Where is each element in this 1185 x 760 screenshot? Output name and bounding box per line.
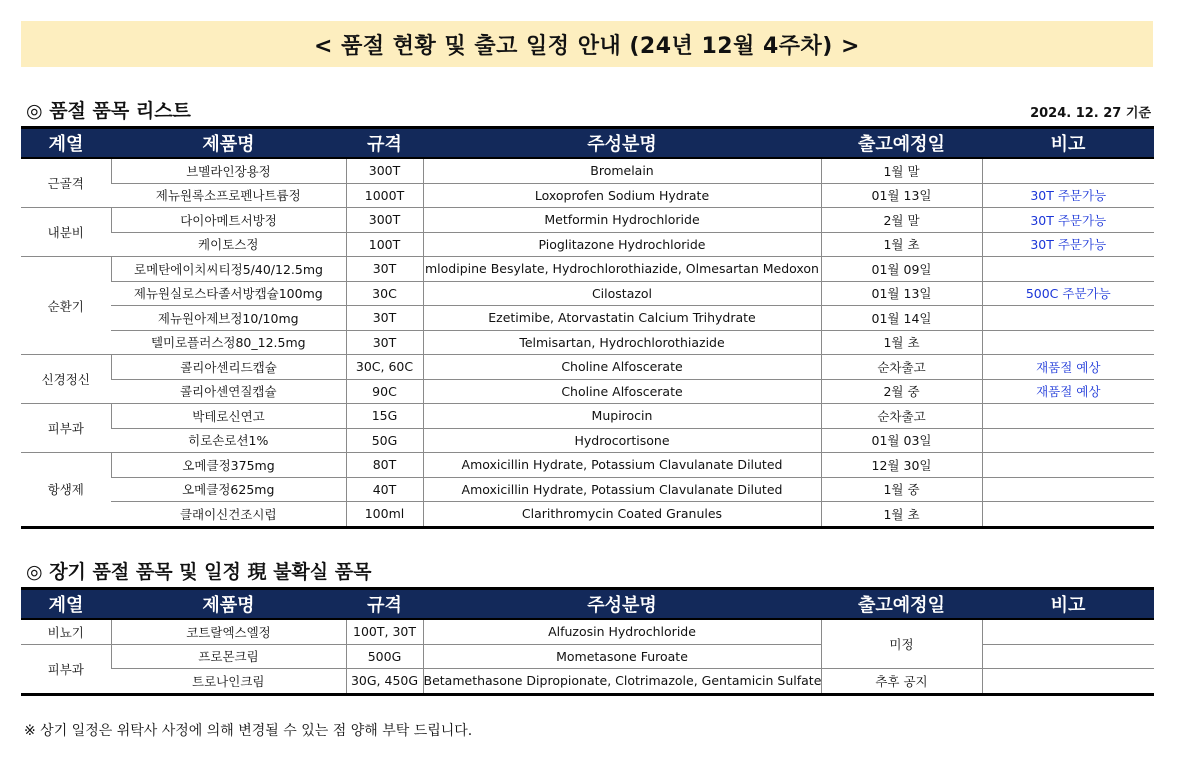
release-date-cell: 01월 03일 [821, 428, 982, 453]
product-name-cell: 텔미로플러스정80_12.5mg [111, 330, 346, 355]
release-date-cell: 추후 공지 [821, 669, 982, 695]
spec-cell: 90C [346, 379, 423, 404]
section2-heading: ◎ 장기 품절 품목 및 일정 現 불확실 품목 [26, 561, 372, 583]
col-header-date: 출고예정일 [821, 589, 982, 620]
note-cell [982, 158, 1154, 183]
ingredient-cell: Telmisartan, Hydrochlorothiazide [423, 330, 821, 355]
spec-cell: 30C [346, 281, 423, 306]
spec-cell: 15G [346, 404, 423, 429]
release-date-cell: 12월 30일 [821, 453, 982, 478]
table-row [21, 257, 1154, 282]
product-name-cell: 콜리아센연질캡슐 [111, 379, 346, 404]
product-name-cell: 제뉴원록소프로펜나트륨정 [111, 183, 346, 208]
category-cell: 신경정신 [21, 355, 111, 404]
footer-notice: ※ 상기 일정은 위탁사 사정에 의해 변경될 수 있는 점 양해 부탁 드립니다. [24, 723, 473, 739]
category-cell: 피부과 [21, 644, 111, 694]
spec-cell: 30T [346, 257, 423, 282]
table-row [21, 502, 1154, 528]
product-name-cell: 코트랄엑스엘정 [111, 619, 346, 644]
release-date-cell: 1월 초 [821, 330, 982, 355]
release-date-cell: 순차출고 [821, 404, 982, 429]
spec-cell: 100T, 30T [346, 619, 423, 644]
note-cell [982, 404, 1154, 429]
spec-cell: 100ml [346, 502, 423, 528]
release-date-cell: 1월 초 [821, 502, 982, 528]
col-header-category: 계열 [21, 589, 111, 620]
product-name-cell: 히로손로션1% [111, 428, 346, 453]
note-cell [982, 669, 1154, 695]
table-row [21, 330, 1154, 355]
long-term-stockout-table [21, 587, 1154, 696]
ingredient-cell: Metformin Hydrochloride [423, 208, 821, 233]
ingredient-cell: Mometasone Furoate [423, 644, 821, 669]
ingredient-cell: Alfuzosin Hydrochloride [423, 619, 821, 644]
col-header-spec: 규격 [346, 589, 423, 620]
product-name-cell: 로메탄에이치씨티정5/40/12.5mg [111, 257, 346, 282]
note-cell: 30T 주문가능 [982, 183, 1154, 208]
release-date-cell: 미정 [821, 619, 982, 669]
product-name-cell: 오메클정625mg [111, 477, 346, 502]
spec-cell: 1000T [346, 183, 423, 208]
table-row [21, 669, 1154, 695]
note-cell [982, 306, 1154, 331]
ingredient-cell: Choline Alfoscerate [423, 379, 821, 404]
product-name-cell: 케이토스정 [111, 232, 346, 257]
ingredient-cell: Mupirocin [423, 404, 821, 429]
table-row [21, 232, 1154, 257]
col-header-category: 계열 [21, 128, 111, 159]
product-name-cell: 제뉴원아제브정10/10mg [111, 306, 346, 331]
col-header-ingredient: 주성분명 [423, 589, 821, 620]
ingredient-cell: Ezetimibe, Atorvastatin Calcium Trihydrate [423, 306, 821, 331]
table-row [21, 281, 1154, 306]
col-header-note: 비고 [982, 128, 1154, 159]
spec-cell: 30G, 450G [346, 669, 423, 695]
table-row [21, 306, 1154, 331]
note-cell [982, 330, 1154, 355]
table-header-row [21, 128, 1154, 159]
spec-cell: 30T [346, 330, 423, 355]
table-row [21, 477, 1154, 502]
table-row [21, 453, 1154, 478]
product-name-cell: 다이아메트서방정 [111, 208, 346, 233]
ingredient-cell: Clarithromycin Coated Granules [423, 502, 821, 528]
note-cell [982, 453, 1154, 478]
note-cell [982, 619, 1154, 644]
spec-cell: 100T [346, 232, 423, 257]
table-row [21, 355, 1154, 380]
spec-cell: 300T [346, 158, 423, 183]
product-name-cell: 제뉴원실로스타졸서방캡슐100mg [111, 281, 346, 306]
note-cell [982, 477, 1154, 502]
category-cell: 근골격 [21, 158, 111, 208]
ingredient-cell: Cilostazol [423, 281, 821, 306]
spec-cell: 50G [346, 428, 423, 453]
category-cell: 비뇨기 [21, 619, 111, 644]
reference-date: 2024. 12. 27 기준 [1030, 106, 1151, 121]
ingredient-cell: Hydrocortisone [423, 428, 821, 453]
col-header-product: 제품명 [111, 128, 346, 159]
release-date-cell: 01월 09일 [821, 257, 982, 282]
table-row [21, 208, 1154, 233]
col-header-spec: 규격 [346, 128, 423, 159]
col-header-note: 비고 [982, 589, 1154, 620]
note-cell [982, 644, 1154, 669]
ingredient-cell: Betamethasone Dipropionate, Clotrimazole, Gentamicin Sulfate [423, 669, 821, 695]
section1-heading: ◎ 품절 품목 리스트 [26, 100, 191, 122]
category-cell: 항생제 [21, 453, 111, 528]
note-cell: 재품절 예상 [982, 379, 1154, 404]
product-name-cell: 오메클정375mg [111, 453, 346, 478]
release-date-cell: 01월 14일 [821, 306, 982, 331]
note-cell: 재품절 예상 [982, 355, 1154, 380]
category-cell: 내분비 [21, 208, 111, 257]
product-name-cell: 브멜라인장용정 [111, 158, 346, 183]
category-cell: 순환기 [21, 257, 111, 355]
release-date-cell: 2월 말 [821, 208, 982, 233]
note-cell [982, 428, 1154, 453]
col-header-date: 출고예정일 [821, 128, 982, 159]
table-row [21, 404, 1154, 429]
ingredient-cell: Bromelain [423, 158, 821, 183]
category-cell: 피부과 [21, 404, 111, 453]
spec-cell: 30C, 60C [346, 355, 423, 380]
spec-cell: 300T [346, 208, 423, 233]
note-cell: 30T 주문가능 [982, 232, 1154, 257]
note-cell: 500C 주문가능 [982, 281, 1154, 306]
spec-cell: 40T [346, 477, 423, 502]
table-row [21, 619, 1154, 644]
product-name-cell: 트로나인크림 [111, 669, 346, 695]
release-date-cell: 01월 13일 [821, 183, 982, 208]
release-date-cell: 순차출고 [821, 355, 982, 380]
table-row [21, 183, 1154, 208]
product-name-cell: 프로몬크림 [111, 644, 346, 669]
spec-cell: 500G [346, 644, 423, 669]
ingredient-cell: Amoxicillin Hydrate, Potassium Clavulanate Diluted [423, 453, 821, 478]
ingredient-cell: Loxoprofen Sodium Hydrate [423, 183, 821, 208]
ingredient-cell: Pioglitazone Hydrochloride [423, 232, 821, 257]
release-date-cell: 2월 중 [821, 379, 982, 404]
table-header-row [21, 589, 1154, 620]
col-header-product: 제품명 [111, 589, 346, 620]
note-cell [982, 502, 1154, 528]
table-row [21, 379, 1154, 404]
ingredient-cell: Amoxicillin Hydrate, Potassium Clavulanate Diluted [423, 477, 821, 502]
table-row [21, 158, 1154, 183]
release-date-cell: 1월 중 [821, 477, 982, 502]
table-row [21, 644, 1154, 669]
stockout-table [21, 126, 1154, 529]
page-banner-title: < 품절 현황 및 출고 일정 안내 (24년 12월 4주차) > [21, 21, 1153, 67]
col-header-ingredient: 주성분명 [423, 128, 821, 159]
note-cell [982, 257, 1154, 282]
ingredient-cell: Choline Alfoscerate [423, 355, 821, 380]
ingredient-cell: mlodipine Besylate, Hydrochlorothiazide, Olmesartan Medoxon [423, 257, 821, 282]
spec-cell: 80T [346, 453, 423, 478]
product-name-cell: 박테로신연고 [111, 404, 346, 429]
release-date-cell: 01월 13일 [821, 281, 982, 306]
product-name-cell: 클래이신건조시럽 [111, 502, 346, 528]
table-row [21, 428, 1154, 453]
spec-cell: 30T [346, 306, 423, 331]
release-date-cell: 1월 말 [821, 158, 982, 183]
note-cell: 30T 주문가능 [982, 208, 1154, 233]
product-name-cell: 콜리아센리드캡슐 [111, 355, 346, 380]
release-date-cell: 1월 초 [821, 232, 982, 257]
